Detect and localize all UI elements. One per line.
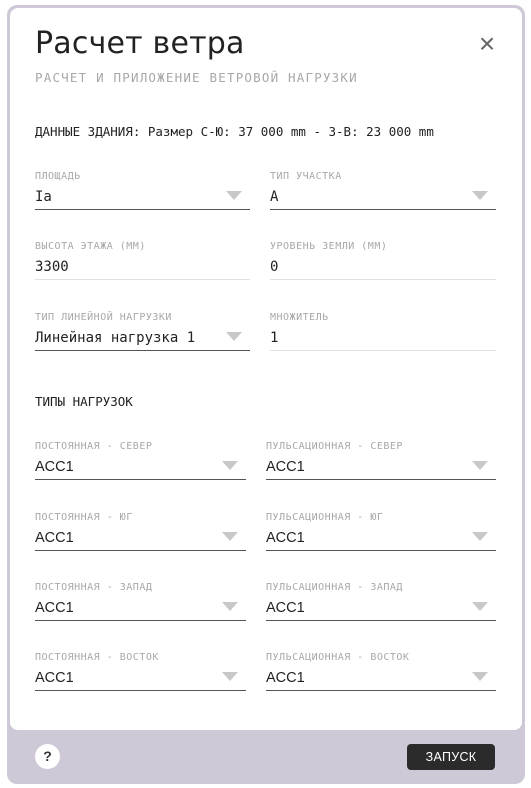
puls-west-value: ACC1 — [266, 600, 305, 616]
const-east-label: ПОСТОЯННАЯ - ВОСТОК — [35, 652, 159, 663]
const-west-select[interactable] — [35, 581, 246, 621]
close-icon[interactable]: × — [478, 28, 496, 59]
const-east-value: ACC1 — [35, 670, 74, 686]
area-label: ПЛОЩАДЬ — [35, 171, 81, 182]
puls-east-value: ACC1 — [266, 670, 305, 686]
const-south-select[interactable] — [35, 511, 246, 551]
chevron-down-icon[interactable] — [226, 191, 242, 200]
const-west-label: ПОСТОЯННАЯ - ЗАПАД — [35, 582, 153, 593]
puls-north-value: ACC1 — [266, 459, 305, 475]
puls-west-select[interactable] — [266, 581, 496, 621]
floor-height-label: ВЫСОТА ЭТАЖА (ММ) — [35, 241, 146, 252]
puls-west-label: ПУЛЬСАЦИОННАЯ - ЗАПАД — [266, 582, 403, 593]
help-button[interactable]: ? — [35, 744, 60, 769]
area-select[interactable] — [35, 170, 250, 210]
multiplier-input[interactable]: 1 — [270, 329, 496, 351]
chevron-down-icon[interactable] — [222, 602, 238, 611]
dialog-subtitle: РАСЧЕТ И ПРИЛОЖЕНИЕ ВЕТРОВОЙ НАГРУЗКИ — [35, 70, 358, 85]
chevron-down-icon[interactable] — [222, 532, 238, 541]
load-types-heading: ТИПЫ НАГРУЗОК — [35, 394, 133, 409]
site-type-select[interactable] — [270, 170, 496, 210]
chevron-down-icon[interactable] — [472, 672, 488, 681]
puls-north-label: ПУЛЬСАЦИОННАЯ - СЕВЕР — [266, 441, 403, 452]
site-type-label: ТИП УЧАСТКА — [270, 171, 342, 182]
wind-calc-dialog — [10, 8, 522, 730]
ground-level-label: УРОВЕНЬ ЗЕМЛИ (ММ) — [270, 241, 388, 252]
puls-south-value: ACC1 — [266, 530, 305, 546]
chevron-down-icon[interactable] — [472, 191, 488, 200]
dialog-title: Расчет ветра — [35, 26, 245, 61]
const-south-value: ACC1 — [35, 530, 74, 546]
puls-south-select[interactable] — [266, 511, 496, 551]
const-north-label: ПОСТОЯННАЯ - СЕВЕР — [35, 441, 153, 452]
run-button[interactable]: ЗАПУСК — [407, 744, 495, 770]
chevron-down-icon[interactable] — [472, 461, 488, 470]
floor-height-input[interactable]: 3300 — [35, 258, 250, 280]
chevron-down-icon[interactable] — [222, 672, 238, 681]
chevron-down-icon[interactable] — [472, 602, 488, 611]
ground-level-input[interactable]: 0 — [270, 258, 496, 280]
puls-east-select[interactable] — [266, 651, 496, 691]
line-load-type-select[interactable] — [35, 311, 250, 351]
line-load-type-value: Линейная нагрузка 1 — [35, 330, 196, 346]
line-load-type-label: ТИП ЛИНЕЙНОЙ НАГРУЗКИ — [35, 312, 172, 323]
site-type-value: A — [270, 189, 279, 205]
puls-east-label: ПУЛЬСАЦИОННАЯ - ВОСТОК — [266, 652, 410, 663]
const-south-label: ПОСТОЯННАЯ - ЮГ — [35, 512, 133, 523]
const-north-select[interactable] — [35, 440, 246, 480]
chevron-down-icon[interactable] — [226, 332, 242, 341]
const-west-value: ACC1 — [35, 600, 74, 616]
floor-height-field[interactable] — [35, 240, 250, 280]
area-value: Ia — [35, 189, 52, 205]
multiplier-field[interactable] — [270, 311, 496, 351]
ground-level-field[interactable] — [270, 240, 496, 280]
puls-north-select[interactable] — [266, 440, 496, 480]
building-info: ДАННЫЕ ЗДАНИЯ: Размер С-Ю: 37 000 mm - З-В: 23 000 mm — [35, 124, 434, 139]
chevron-down-icon[interactable] — [222, 461, 238, 470]
const-north-value: ACC1 — [35, 459, 74, 475]
chevron-down-icon[interactable] — [472, 532, 488, 541]
puls-south-label: ПУЛЬСАЦИОННАЯ - ЮГ — [266, 512, 384, 523]
multiplier-label: МНОЖИТЕЛЬ — [270, 312, 329, 323]
const-east-select[interactable] — [35, 651, 246, 691]
